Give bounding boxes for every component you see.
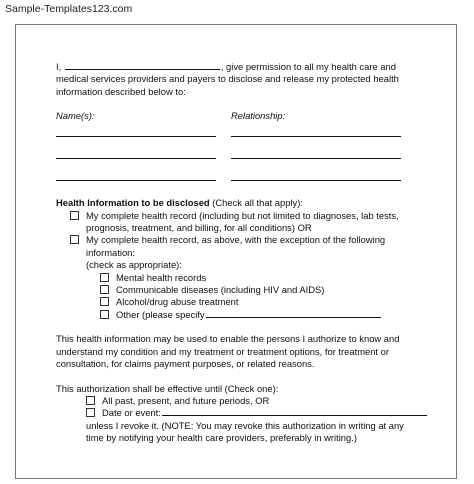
other-specify-blank[interactable] [206, 309, 381, 318]
checkbox-other[interactable] [100, 310, 109, 319]
intro-i: I, [56, 61, 62, 72]
sub-item-other [56, 309, 451, 321]
usage-line-3: consultation, for claims payment purposes, or related reasons. [56, 358, 315, 370]
checkbox-date-event[interactable] [86, 408, 95, 417]
effective-option-date [56, 407, 451, 419]
intro-line1-text: , give permission to all my health care and [220, 61, 396, 72]
intro-line-2: medical services providers and payers to disclose and release my protected health [56, 73, 399, 85]
effective-heading: This authorization shall be effective until (Check one): [56, 382, 279, 394]
checkbox-complete-record[interactable] [70, 211, 79, 220]
health-info-heading [56, 197, 451, 209]
effective-time-line: time by notifying your health care providers, preferably in writing.) [86, 432, 357, 444]
check-as-appropriate: (check as appropriate): [86, 259, 182, 271]
recipient-table [56, 110, 451, 188]
sub-item-communicable [56, 284, 451, 296]
name-header: Name(s): [56, 110, 95, 122]
relationship-blank-1[interactable] [231, 136, 401, 137]
patient-name-blank[interactable] [65, 61, 220, 70]
sub-item-other-text: Other (please specify [116, 308, 205, 320]
checkbox-communicable[interactable] [100, 285, 109, 294]
health-info-title: Health Information to be disclosed [56, 197, 210, 209]
sub-item-alcohol-drug [56, 296, 451, 308]
relationship-blank-3[interactable] [231, 180, 401, 181]
sub-item-mental-health-text: Mental health records [116, 271, 207, 283]
usage-line-1: This health information may be used to enable the persons I authorize to know and [56, 333, 400, 345]
option-with-exception-text: My complete health record, as above, with the exception of the following [86, 234, 386, 246]
name-blank-3[interactable] [56, 180, 216, 181]
sub-item-mental-health [56, 272, 451, 284]
name-blank-2[interactable] [56, 158, 216, 159]
form-content [56, 61, 451, 445]
name-blank-1[interactable] [56, 136, 216, 137]
intro-line-3: information described below to: [56, 85, 186, 97]
relationship-header: Relationship: [231, 110, 286, 122]
option-with-exception-cont: information: [86, 246, 135, 258]
option-complete-record [56, 210, 451, 222]
option-complete-record-cont: prognosis, treatment, and billing, for all conditions) OR [86, 222, 312, 234]
relationship-blank-2[interactable] [231, 158, 401, 159]
intro-line-1 [56, 61, 451, 73]
effective-option-all [56, 395, 451, 407]
option-with-exception [56, 234, 451, 246]
usage-line-2: understand my condition and my treatment or treatment options, for treatment or [56, 345, 389, 357]
checkbox-alcohol-drug[interactable] [100, 297, 109, 306]
effective-unless-line: unless I revoke it. (NOTE: You may revoke this authorization in writing at any [86, 419, 404, 431]
date-event-blank[interactable] [162, 407, 427, 416]
checkbox-all-periods[interactable] [86, 396, 95, 405]
form-page [15, 24, 457, 479]
effective-option-all-text: All past, present, and future periods, OR [102, 394, 270, 406]
sub-item-communicable-text: Communicable diseases (including HIV and AIDS) [116, 284, 325, 296]
effective-option-date-text: Date or event: [102, 407, 161, 419]
watermark-text: Sample-Templates123.com [5, 3, 133, 15]
health-info-title-suffix: (Check all that apply): [209, 197, 303, 209]
option-complete-record-text: My complete health record (including but not limited to diagnoses, lab tests, [86, 209, 399, 221]
checkbox-with-exception[interactable] [70, 235, 79, 244]
checkbox-mental-health[interactable] [100, 273, 109, 282]
sub-item-alcohol-drug-text: Alcohol/drug abuse treatment [116, 296, 239, 308]
